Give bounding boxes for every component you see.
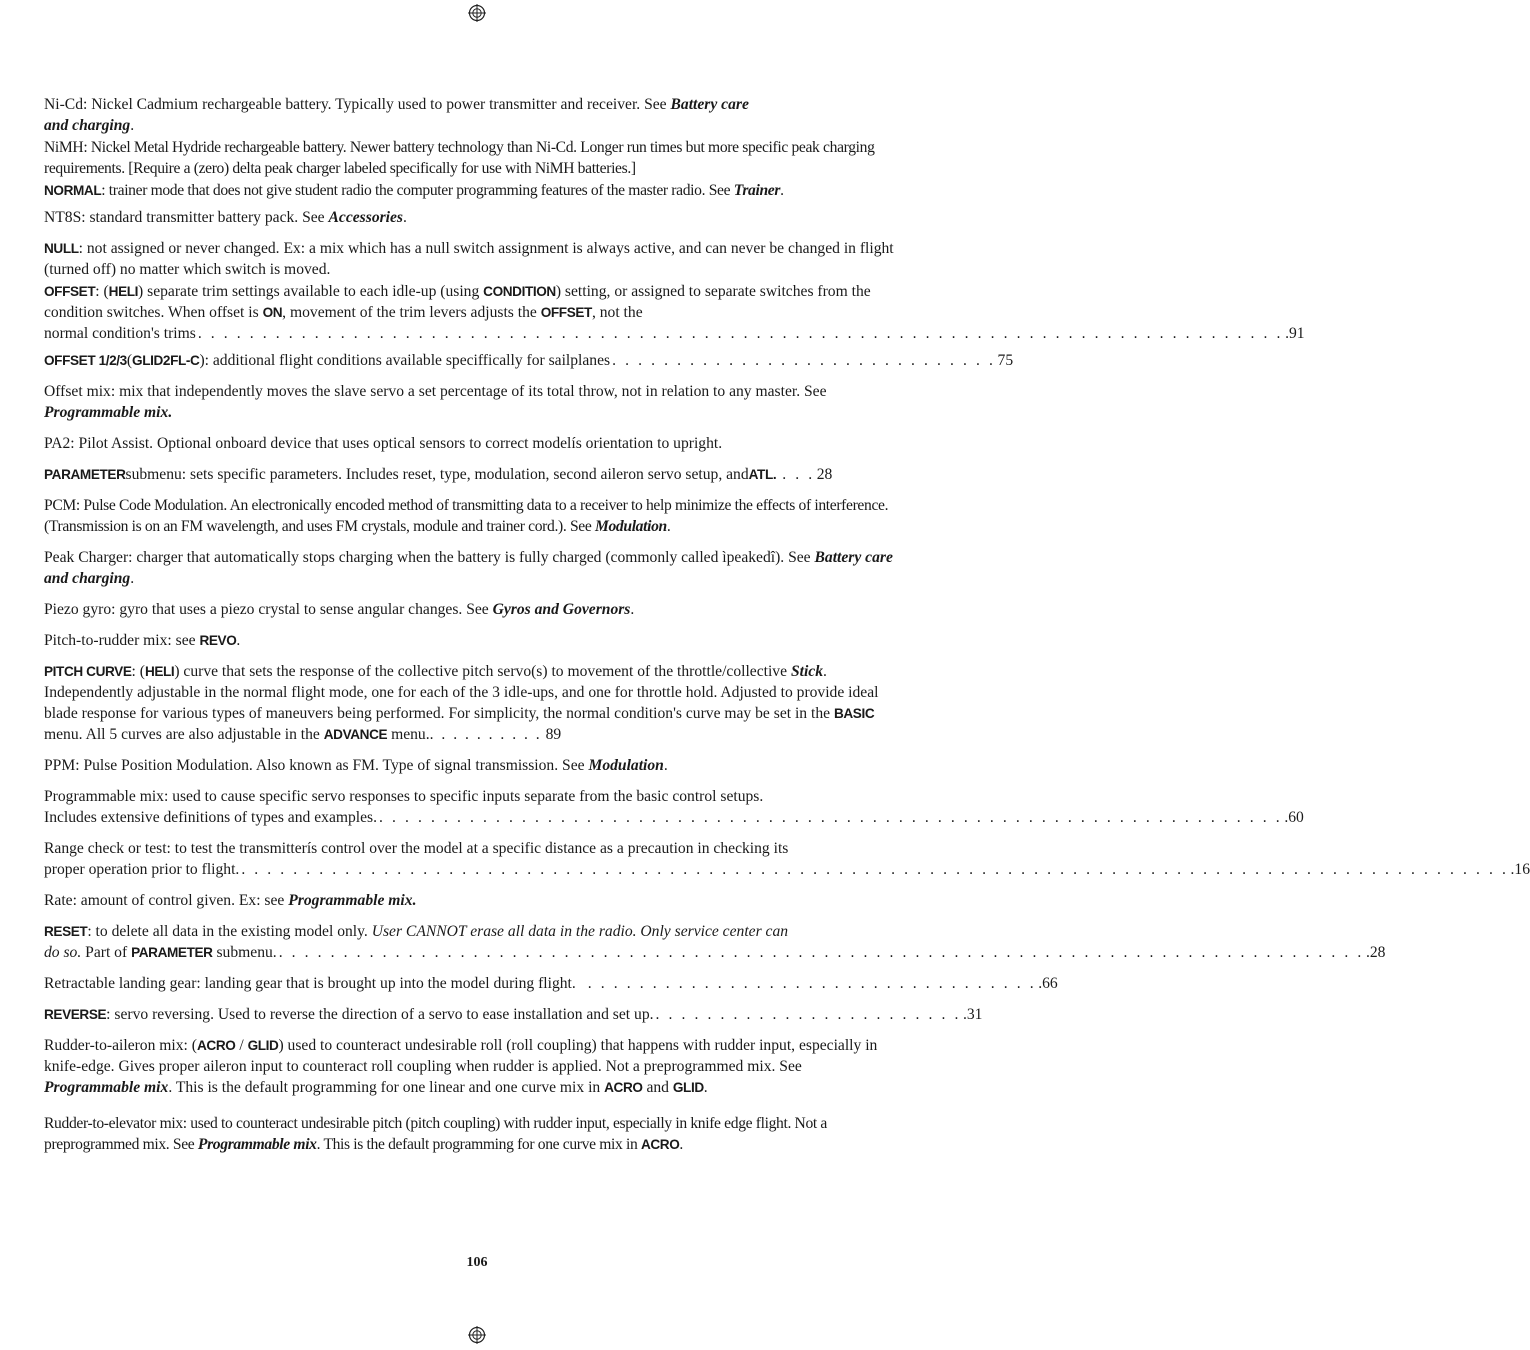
page-reference: .16 bbox=[1510, 861, 1530, 878]
dot-leader: . . . . . . . . . . . . . . . . . . . . . . . . . . . . . . . . . . . bbox=[587, 975, 1037, 992]
entry-text: Pitch-to-rudder mix: see bbox=[44, 632, 200, 649]
punctuation: . bbox=[236, 632, 241, 649]
entry-text: proper operation prior to flight. bbox=[44, 861, 240, 878]
dot-leader: . . . . . . . . . . bbox=[429, 726, 542, 743]
cross-reference: Programmable mix. bbox=[44, 404, 173, 421]
punctuation: . bbox=[780, 182, 784, 199]
small-caps-term: Stick bbox=[790, 663, 823, 680]
entry-offset-mix bbox=[44, 381, 897, 423]
entry-text: . This is the default programming for one linear and one curve mix in bbox=[168, 1079, 605, 1096]
cross-reference: Programmable mix. bbox=[288, 892, 417, 909]
entry-text: Part of bbox=[81, 944, 132, 961]
entry-text: PPM: Pulse Position Modulation. Also known as FM. Type of signal transmission. See bbox=[44, 757, 589, 774]
entry-text: ( bbox=[126, 352, 133, 369]
punctuation: . bbox=[679, 1136, 683, 1153]
entry-text: submenu. bbox=[212, 944, 277, 961]
dot-leader: . . . . . . . . . . . . . . . . . . . . . . . . . . . . . . . . . . . . . . . . . . . . . . . . . . . . . . . . . . . . . . . . . . . . . . . . . . . . . . . . . . . . . . . . . . . . . . . . . . bbox=[241, 861, 1509, 878]
cross-reference: Modulation bbox=[588, 757, 664, 774]
entry-reset bbox=[44, 921, 1386, 963]
entry-text: ) used to counteract undesirable roll (roll coupling) that happens with rudder input, especially in knife-edge. Gives proper aileron input to counteract roll coupling when rudder is applied. Not a preprogrammed mix. See bbox=[44, 1037, 878, 1075]
page-reference: .60 bbox=[1284, 809, 1304, 826]
entry-programmable-mix bbox=[44, 786, 1304, 828]
entry-retractable-gear bbox=[44, 973, 1058, 994]
entry-ppm bbox=[44, 755, 897, 776]
entry-text: Rate: amount of control given. Ex: see bbox=[44, 892, 289, 909]
cross-reference: Programmable mix bbox=[44, 1079, 169, 1096]
entry-rate bbox=[44, 890, 897, 911]
entry-text: Peak Charger: charger that automatically stops charging when the battery is fully charged (commonly called ìpeakedî). See bbox=[44, 549, 815, 566]
entry-rudder-to-aileron bbox=[44, 1035, 897, 1098]
entry-text: ): additional flight conditions available speciffically for sailplanes bbox=[199, 352, 611, 369]
italic-note: do so. bbox=[44, 944, 82, 961]
entry-text: Offset mix: mix that independently moves the slave servo a set percentage of its total throw, not in relation to any master. See bbox=[44, 383, 827, 400]
entry-pitch-curve bbox=[44, 661, 897, 745]
registration-mark-icon bbox=[468, 4, 486, 22]
keyword-term: BASIC bbox=[833, 706, 875, 721]
entry-nt8s bbox=[44, 207, 897, 228]
dot-leader: . . . . . . . . . . . . . . . . . . . . . . . . . . . . . . . . . . . . . . . . . . . . . . . . . . . . . . . . . . . . . . . . . . . . . . bbox=[379, 809, 1283, 826]
entry-text: : ( bbox=[95, 283, 109, 300]
keyword-term: NULL bbox=[44, 241, 79, 256]
entry-text: menu. bbox=[387, 726, 430, 743]
entry-text: PA2: Pilot Assist. Optional onboard device that uses optical sensors to correct modelís orientation to upright. bbox=[44, 435, 723, 452]
entry-text: Retractable landing gear: landing gear that is brought up into the model during flight. bbox=[44, 975, 576, 992]
keyword-term: CONDITION bbox=[483, 284, 556, 299]
keyword-term: ACRO bbox=[640, 1137, 680, 1152]
entry-nimh bbox=[44, 137, 897, 179]
entry-null bbox=[44, 238, 897, 280]
page-reference: .91 bbox=[1285, 325, 1305, 342]
italic-note: User CANNOT erase all data in the radio. Only service center can bbox=[371, 923, 789, 940]
cross-reference: Trainer bbox=[733, 182, 781, 199]
entry-text: Range check or test: to test the transmitterís control over the model at a specific distance as a precaution in checking its bbox=[44, 840, 789, 857]
entry-text: Includes extensive definitions of types and examples. bbox=[44, 809, 378, 826]
entry-text: Rudder-to-aileron mix: ( bbox=[44, 1037, 197, 1054]
entry-text: Rudder-to-elevator mix: used to counteract undesirable pitch (pitch coupling) with rudder input, especially in knife edge flight. Not a preprogrammed mix. See bbox=[44, 1115, 827, 1153]
entry-reverse bbox=[44, 1004, 983, 1025]
entry-nicd bbox=[44, 94, 897, 136]
dot-leader: . . . . . . . . . . . . . . . . . . . . . . . . . . . . . . . . . . . . . . . . . . . . . . . . . . . . . . . . . . . . . . . . . . . . . . . . . . . . . . . . . . . . bbox=[197, 325, 1284, 342]
entry-text: , movement of the trim levers adjusts the bbox=[282, 304, 541, 321]
punctuation: . bbox=[666, 518, 671, 535]
dot-leader: . . . bbox=[782, 466, 815, 483]
keyword-term: OFFSET 1/2/3 bbox=[44, 353, 127, 368]
entry-text: , not the bbox=[591, 304, 643, 321]
page-reference: 28 bbox=[816, 466, 833, 483]
page-reference: .31 bbox=[962, 1006, 983, 1023]
page-reference: 75 bbox=[997, 352, 1014, 369]
entry-text: Ni-Cd: Nickel Cadmium rechargeable battery. Typically used to power transmitter and receiver. See bbox=[44, 96, 671, 113]
keyword-term: RESET bbox=[44, 924, 88, 939]
cross-reference: Battery care and charging bbox=[44, 549, 893, 587]
entry-text: : trainer mode that does not give student radio the computer programming features of the master radio. See bbox=[101, 182, 734, 199]
entry-text: ) separate trim settings available to each idle-up (using bbox=[138, 283, 484, 300]
entry-text: and bbox=[642, 1079, 673, 1096]
entry-text: menu. All 5 curves are also adjustable in the bbox=[44, 726, 324, 743]
entry-range-check bbox=[44, 838, 1530, 880]
entry-rudder-to-elevator bbox=[44, 1113, 897, 1155]
entry-pa2 bbox=[44, 433, 897, 454]
keyword-term: HELI bbox=[108, 284, 139, 299]
entry-text: : not assigned or never changed. Ex: a mix which has a null switch assignment is always active, and can never be changed in flight (turned off) no matter which switch is moved. bbox=[44, 240, 894, 278]
punctuation: . bbox=[703, 1079, 708, 1096]
entry-text: . Independently adjustable in the normal flight mode, one for each of the 3 idle-ups, and one for throttle hold. Adjusted to provide ideal blade response for various types of maneuvers being performed. For simplicity, the normal condition's curve may be set in the bbox=[44, 663, 879, 722]
keyword-term: ACRO bbox=[196, 1038, 236, 1053]
cross-reference: Accessories bbox=[328, 209, 404, 226]
keyword-term: GLID2FL-C bbox=[132, 353, 200, 368]
keyword-term: NORMAL bbox=[44, 183, 102, 198]
entry-text: submenu: sets specific parameters. Includes reset, type, modulation, second aileron servo setup, and bbox=[125, 466, 749, 483]
entry-text: NiMH: Nickel Metal Hydride rechargeable battery. Newer battery technology than Ni-Cd. Longer run times but more specific peak charging requirements. [Require a (zero) delta peak charger labeled specifically for use with NiMH batteries.] bbox=[44, 139, 875, 177]
punctuation: . bbox=[403, 209, 407, 226]
punctuation: . bbox=[130, 117, 135, 134]
page-reference: .28 bbox=[1365, 944, 1386, 961]
cross-reference: Battery care bbox=[670, 96, 749, 113]
entry-text: PCM: Pulse Code Modulation. An electronically encoded method of transmitting data to a receiver to help minimize the effects of interference. (Transmission is on an FM wavelength, and uses FM crystals, module and trainer cord.). See bbox=[44, 497, 889, 535]
entry-offset bbox=[44, 281, 1305, 344]
keyword-term: ADVANCE bbox=[323, 727, 388, 742]
punctuation: . bbox=[630, 601, 635, 618]
entry-peak-charger bbox=[44, 547, 897, 589]
page-reference: .66 bbox=[1038, 975, 1058, 992]
entry-pitch-to-rudder bbox=[44, 630, 897, 651]
entry-text: . This is the default programming for one curve mix in bbox=[316, 1136, 641, 1153]
entry-piezo-gyro bbox=[44, 599, 897, 620]
entry-text: : to delete all data in the existing model only. bbox=[87, 923, 372, 940]
entry-text: normal condition's trims bbox=[44, 325, 196, 342]
keyword-term: HELI bbox=[144, 664, 175, 679]
glossary-body bbox=[44, 94, 1530, 1155]
dot-leader: . . . . . . . . . . . . . . . . . . . . . . . . . . . . . . bbox=[612, 352, 996, 369]
entry-text: / bbox=[235, 1037, 248, 1054]
punctuation: . bbox=[130, 570, 135, 587]
dot-leader: . . . . . . . . . . . . . . . . . . . . . . . . . . . . . . . . . . . . . . . . . . . . . . . . . . . . . . . . . . . . . . . . . . . . . . . . . . . . . . . . . . . . bbox=[278, 944, 1364, 961]
entry-normal bbox=[44, 180, 897, 201]
entry-offset-123 bbox=[44, 350, 1014, 371]
entry-text: : servo reversing. Used to reverse the direction of a servo to ease installation and set up. bbox=[106, 1006, 654, 1023]
keyword-term: GLID bbox=[247, 1038, 279, 1053]
keyword-term: PARAMETER bbox=[44, 467, 126, 482]
keyword-term: PARAMETER bbox=[131, 945, 213, 960]
page-reference: 89 bbox=[545, 726, 562, 743]
entry-text: NT8S: standard transmitter battery pack. See bbox=[44, 209, 329, 226]
cross-reference: Programmable mix bbox=[197, 1136, 317, 1153]
cross-reference: Gyros and Governors bbox=[492, 601, 631, 618]
page-number: 106 bbox=[466, 1255, 488, 1270]
keyword-term: GLID bbox=[672, 1080, 704, 1095]
keyword-term: ON bbox=[262, 305, 283, 320]
entry-text: ) setting, or assigned to separate switches from the condition switches. When offset is bbox=[44, 283, 871, 321]
keyword-term: OFFSET bbox=[44, 284, 96, 299]
keyword-term: PITCH CURVE bbox=[44, 664, 132, 679]
keyword-term: ACRO bbox=[604, 1080, 643, 1095]
registration-mark-icon bbox=[468, 1326, 486, 1344]
entry-text: : ( bbox=[131, 663, 145, 680]
cross-reference: and charging bbox=[44, 117, 131, 134]
keyword-term: OFFSET bbox=[540, 305, 592, 320]
entry-text: Programmable mix: used to cause specific servo responses to specific inputs separate from the basic control setups. bbox=[44, 788, 764, 805]
entry-parameter bbox=[44, 464, 897, 485]
cross-reference: Modulation bbox=[594, 518, 667, 535]
dot-leader: . . . . . . . . . . . . . . . . . . . . . . . . bbox=[655, 1006, 961, 1023]
keyword-term: REVO bbox=[199, 633, 237, 648]
keyword-term: ATL. bbox=[748, 467, 777, 482]
keyword-term: REVERSE bbox=[44, 1007, 107, 1022]
punctuation: . bbox=[663, 757, 668, 774]
entry-text: ) curve that sets the response of the collective pitch servo(s) to movement of the throttle/collective bbox=[174, 663, 791, 680]
entry-pcm bbox=[44, 495, 897, 537]
entry-text: Piezo gyro: gyro that uses a piezo crystal to sense angular changes. See bbox=[44, 601, 493, 618]
